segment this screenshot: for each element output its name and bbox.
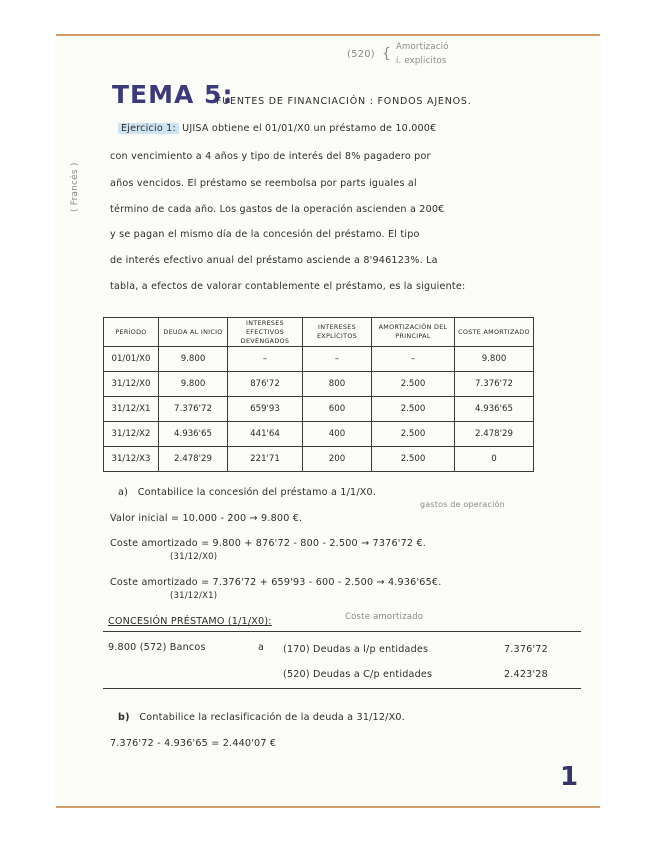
bottom-edge-line [56, 806, 600, 808]
table-header-row [104, 318, 534, 347]
part-a-letter: a) [118, 487, 129, 498]
table-cell: 4.936'65 [159, 422, 228, 447]
header-periodo: PERÍODO [104, 318, 159, 347]
journal-credit-2-value: 2.423'28 [504, 669, 548, 680]
margin-note-line2: i. explicitos [396, 56, 447, 66]
page-title: TEMA 5: [112, 80, 234, 109]
table-cell: 400 [303, 422, 372, 447]
journal-credit-1-value: 7.376'72 [504, 644, 548, 655]
part-b-text: Contabilice la reclasificación de la deuda a 31/12/X0. [139, 712, 405, 723]
exercise-line-7: tabla, a efectos de valorar contablemente el préstamo, es la siguiente: [110, 281, 466, 292]
table-cell: 2.500 [372, 372, 455, 397]
header-deuda: DEUDA AL INICIO [159, 318, 228, 347]
table-cell: 0 [455, 447, 534, 472]
header-coste: COSTE AMORTIZADO [455, 318, 534, 347]
journal-credit-1-label: (170) Deudas a l/p entidades [283, 644, 429, 655]
table-cell: 4.936'65 [455, 397, 534, 422]
exercise-line-5: y se pagan el mismo día de la concesión del préstamo. El tipo [110, 229, 420, 240]
exercise-line-3: años vencidos. El préstamo se reembolsa por parts iguales al [110, 178, 417, 189]
exercise-text-1: UJISA obtiene el 01/01/X0 un préstamo de 10.000€ [182, 123, 437, 134]
header-intereses-explicitos: INTERESES EXPLÍCITOS [303, 318, 372, 347]
part-a-text: Contabilice la concesión del préstamo a 1/1/X0. [137, 487, 377, 498]
part-a [118, 487, 376, 498]
table-cell: 600 [303, 397, 372, 422]
journal-credit-2-label: (520) Deudas a C/p entidades [283, 669, 433, 680]
coste-amortizado-2-date: (31/12/X1) [170, 591, 218, 601]
header-intereses-efectivos: INTERESES EFECTIVOS DEVENGADOS [228, 318, 303, 347]
part-b-calc: 7.376'72 - 4.936'65 = 2.440'07 € [110, 738, 277, 749]
table-cell: – [372, 347, 455, 372]
coste-amortizado-1: Coste amortizado = 9.800 + 876'72 - 800 - 2.500 → 7376'72 €. [110, 538, 427, 549]
table-cell: 2.500 [372, 447, 455, 472]
exercise-line-6: de interés efectivo anual del préstamo asciende a 8'946123%. La [110, 255, 438, 266]
exercise-line-4: término de cada año. Los gastos de la operación ascienden a 200€ [110, 204, 445, 215]
gastos-note: gastos de operación [420, 500, 505, 509]
part-b-letter: b) [118, 712, 130, 723]
margin-note-line1: Amortizació [396, 42, 449, 52]
table-cell: 2.478'29 [455, 422, 534, 447]
table-cell: 31/12/X2 [104, 422, 159, 447]
side-label: ( Francés ) [70, 162, 80, 212]
table-cell: – [228, 347, 303, 372]
journal-bottom-rule [103, 688, 581, 689]
coste-amortizado-2: Coste amortizado = 7.376'72 + 659'93 - 600 - 2.500 → 4.936'65€. [110, 577, 442, 588]
brace-icon: { [382, 46, 391, 62]
exercise-line-2: con vencimiento a 4 años y tipo de interés del 8% pagadero por [110, 151, 431, 162]
journal-debit: 9.800 (572) Bancos [108, 642, 206, 653]
table-cell: 2.500 [372, 422, 455, 447]
exercise-label: Ejercicio 1: [118, 123, 179, 134]
journal-note: Coste amortizado [345, 612, 424, 622]
table-cell: 876'72 [228, 372, 303, 397]
journal-a: a [258, 642, 265, 653]
exercise-line-1 [118, 123, 436, 134]
table-cell: 31/12/X3 [104, 447, 159, 472]
table-cell: 2.500 [372, 397, 455, 422]
table-row [104, 422, 534, 447]
page-subtitle: FUENTES DE FINANCIACIÓN : FONDOS AJENOS. [216, 96, 472, 107]
journal-heading: CONCESIÓN PRÉSTAMO (1/1/X0): [108, 616, 272, 627]
margin-note-code: (520) [347, 49, 375, 60]
table-cell: 200 [303, 447, 372, 472]
table-row [104, 372, 534, 397]
table-cell: – [303, 347, 372, 372]
page-number: 1 [560, 762, 579, 792]
amortization-table [103, 317, 534, 472]
header-amortizacion: AMORTIZACIÓN DEL PRINCIPAL [372, 318, 455, 347]
table-cell: 7.376'72 [455, 372, 534, 397]
table-cell: 31/12/X1 [104, 397, 159, 422]
table-cell: 441'64 [228, 422, 303, 447]
top-edge-line [56, 34, 600, 36]
table-row [104, 347, 534, 372]
table-row [104, 447, 534, 472]
valor-inicial: Valor inicial = 10.000 - 200 → 9.800 €. [110, 513, 303, 524]
table-cell: 659'93 [228, 397, 303, 422]
coste-amortizado-1-date: (31/12/X0) [170, 552, 218, 562]
table-row [104, 397, 534, 422]
table-cell: 01/01/X0 [104, 347, 159, 372]
part-b [118, 712, 405, 723]
table-cell: 7.376'72 [159, 397, 228, 422]
table-cell: 9.800 [159, 372, 228, 397]
table-cell: 9.800 [455, 347, 534, 372]
table-cell: 800 [303, 372, 372, 397]
table-cell: 31/12/X0 [104, 372, 159, 397]
table-cell: 2.478'29 [159, 447, 228, 472]
table-cell: 9.800 [159, 347, 228, 372]
table-cell: 221'71 [228, 447, 303, 472]
journal-top-rule [103, 631, 581, 632]
